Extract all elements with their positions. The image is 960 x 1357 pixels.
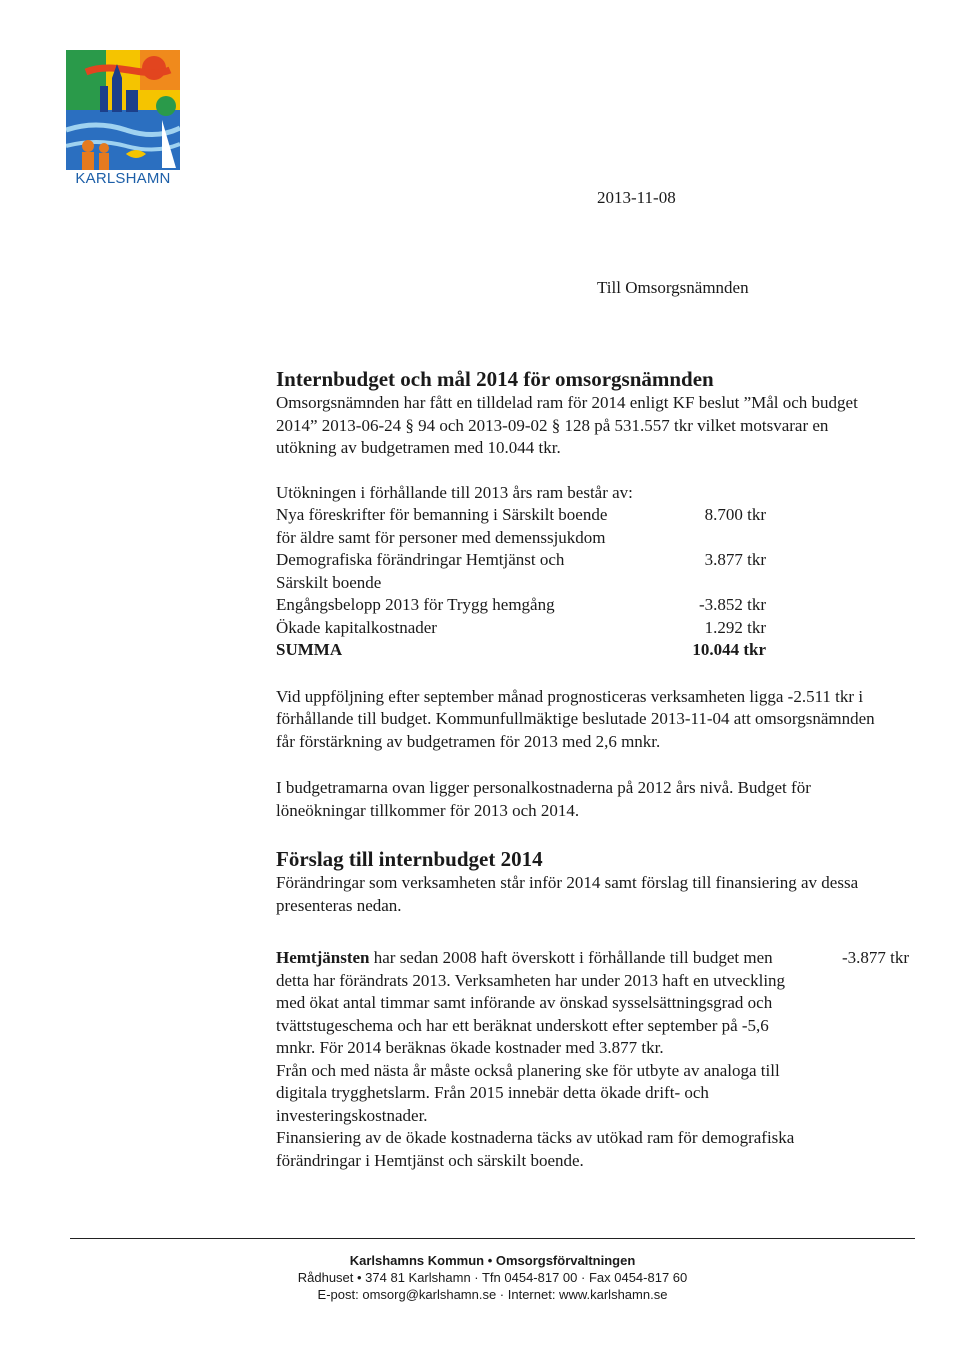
footer-org: Karlshamns Kommun • Omsorgsförvaltningen [349,1253,636,1268]
section-title-internbudget: Internbudget och mål 2014 för omsorgsnämnden [276,367,714,391]
footer-divider [70,1238,915,1239]
section-title-forslag: Förslag till internbudget 2014 [276,847,543,871]
table-row [276,617,770,640]
intro-paragraph: Omsorgsnämnden har fått en tilldelad ram för 2014 enligt KF beslut ”Mål och budget 2014” 2013-06-24 § 94 och 2013-09-02 § 128 på 531.557 tkr vilket motsvarar en utökning av budgetramen med 10.044 tkr. [276,393,858,457]
hemtjansten-paragraph [276,947,796,1060]
letter-date: 2013-11-08 [597,188,676,207]
sum-value: 10.044 tkr [692,640,766,659]
item-value: 1.292 tkr [704,617,766,637]
item-label: Ökade kapitalkostnader [276,617,437,637]
budget-breakdown-table [276,504,770,662]
hemtjansten-block [276,947,916,1172]
forecast-paragraph: Vid uppföljning efter september månad prognosticeras verksamheten ligga -2.511 tkr i förhållande till budget. Kommunfullmäktige beslutade 2013-11-04 att omsorgsnämnden får förstärkning av budgetramen för 2013 med 2,6 mnkr. [276,686,875,751]
breakdown-intro: Utökningen i förhållande till 2013 års ram består av: [276,482,633,502]
item-value: -3.852 tkr [698,595,766,614]
item-value: 8.700 tkr [704,505,766,524]
hemtjansten-name: Hemtjänsten [276,948,370,967]
item-label: Engångsbelopp 2013 för Trygg hemgång [276,595,555,614]
table-row [276,549,770,594]
hemtjansten-text: har sedan 2008 haft överskott i förhållande till budget men detta har förändrats 2013. Verksamheten har under 2013 haft en utveckling med ökat antal timmar samt införande av önskad sysselsättningsgrad och tvättstugeschema och har ett beräknat underskott efter september på -5,6 mnkr. För 2014 beräknas ökade kostnader med 3.877 tkr. [276,948,786,1057]
item-label: Nya föreskrifter för bemanning i Särskilt boende för äldre samt för personer med demenssjukdom [276,505,608,547]
sum-row [276,639,770,662]
table-row [276,504,770,549]
footer-address: Rådhuset • 374 81 Karlshamn · Tfn 0454-817 00 · Fax 0454-817 60 [297,1270,688,1285]
item-label: Demografiska förändringar Hemtjänst och Särskilt boende [276,550,565,592]
letter-recipient: Till Omsorgsnämnden [597,278,749,297]
letter-body [276,366,916,1172]
logo-emblem-icon [66,50,180,170]
item-value: 3.877 tkr [704,550,766,569]
hemtjansten-amount: -3.877 tkr [842,948,910,967]
hemtjansten-finansiering-paragraph: Finansiering av de ökade kostnaderna täcks av utökad ram för demografiska förändringar i Hemtjänst och särskilt boende. [276,1128,795,1170]
salary-paragraph: I budgetramarna ovan ligger personalkostnaderna på 2012 års nivå. Budget för löneökningar tillkommer för 2013 och 2014. [276,778,811,820]
logo-text: KARLSHAMN [75,170,171,187]
footer [0,1252,960,1303]
hemtjansten-larm-paragraph: Från och med nästa år måste också planering ske för utbyte av analoga till digitala trygghetslarm. Från 2015 innebär detta ökade drift- och investeringskostnader. [276,1060,780,1125]
karlshamn-logo [66,50,180,187]
forslag-intro: Förändringar som verksamheten står inför 2014 samt förslag till finansiering av dessa presenteras nedan. [276,873,859,915]
footer-contact: E-post: omsorg@karlshamn.se · Internet: www.karlshamn.se [317,1287,668,1302]
sum-label: SUMMA [276,640,343,659]
table-row [276,594,770,617]
